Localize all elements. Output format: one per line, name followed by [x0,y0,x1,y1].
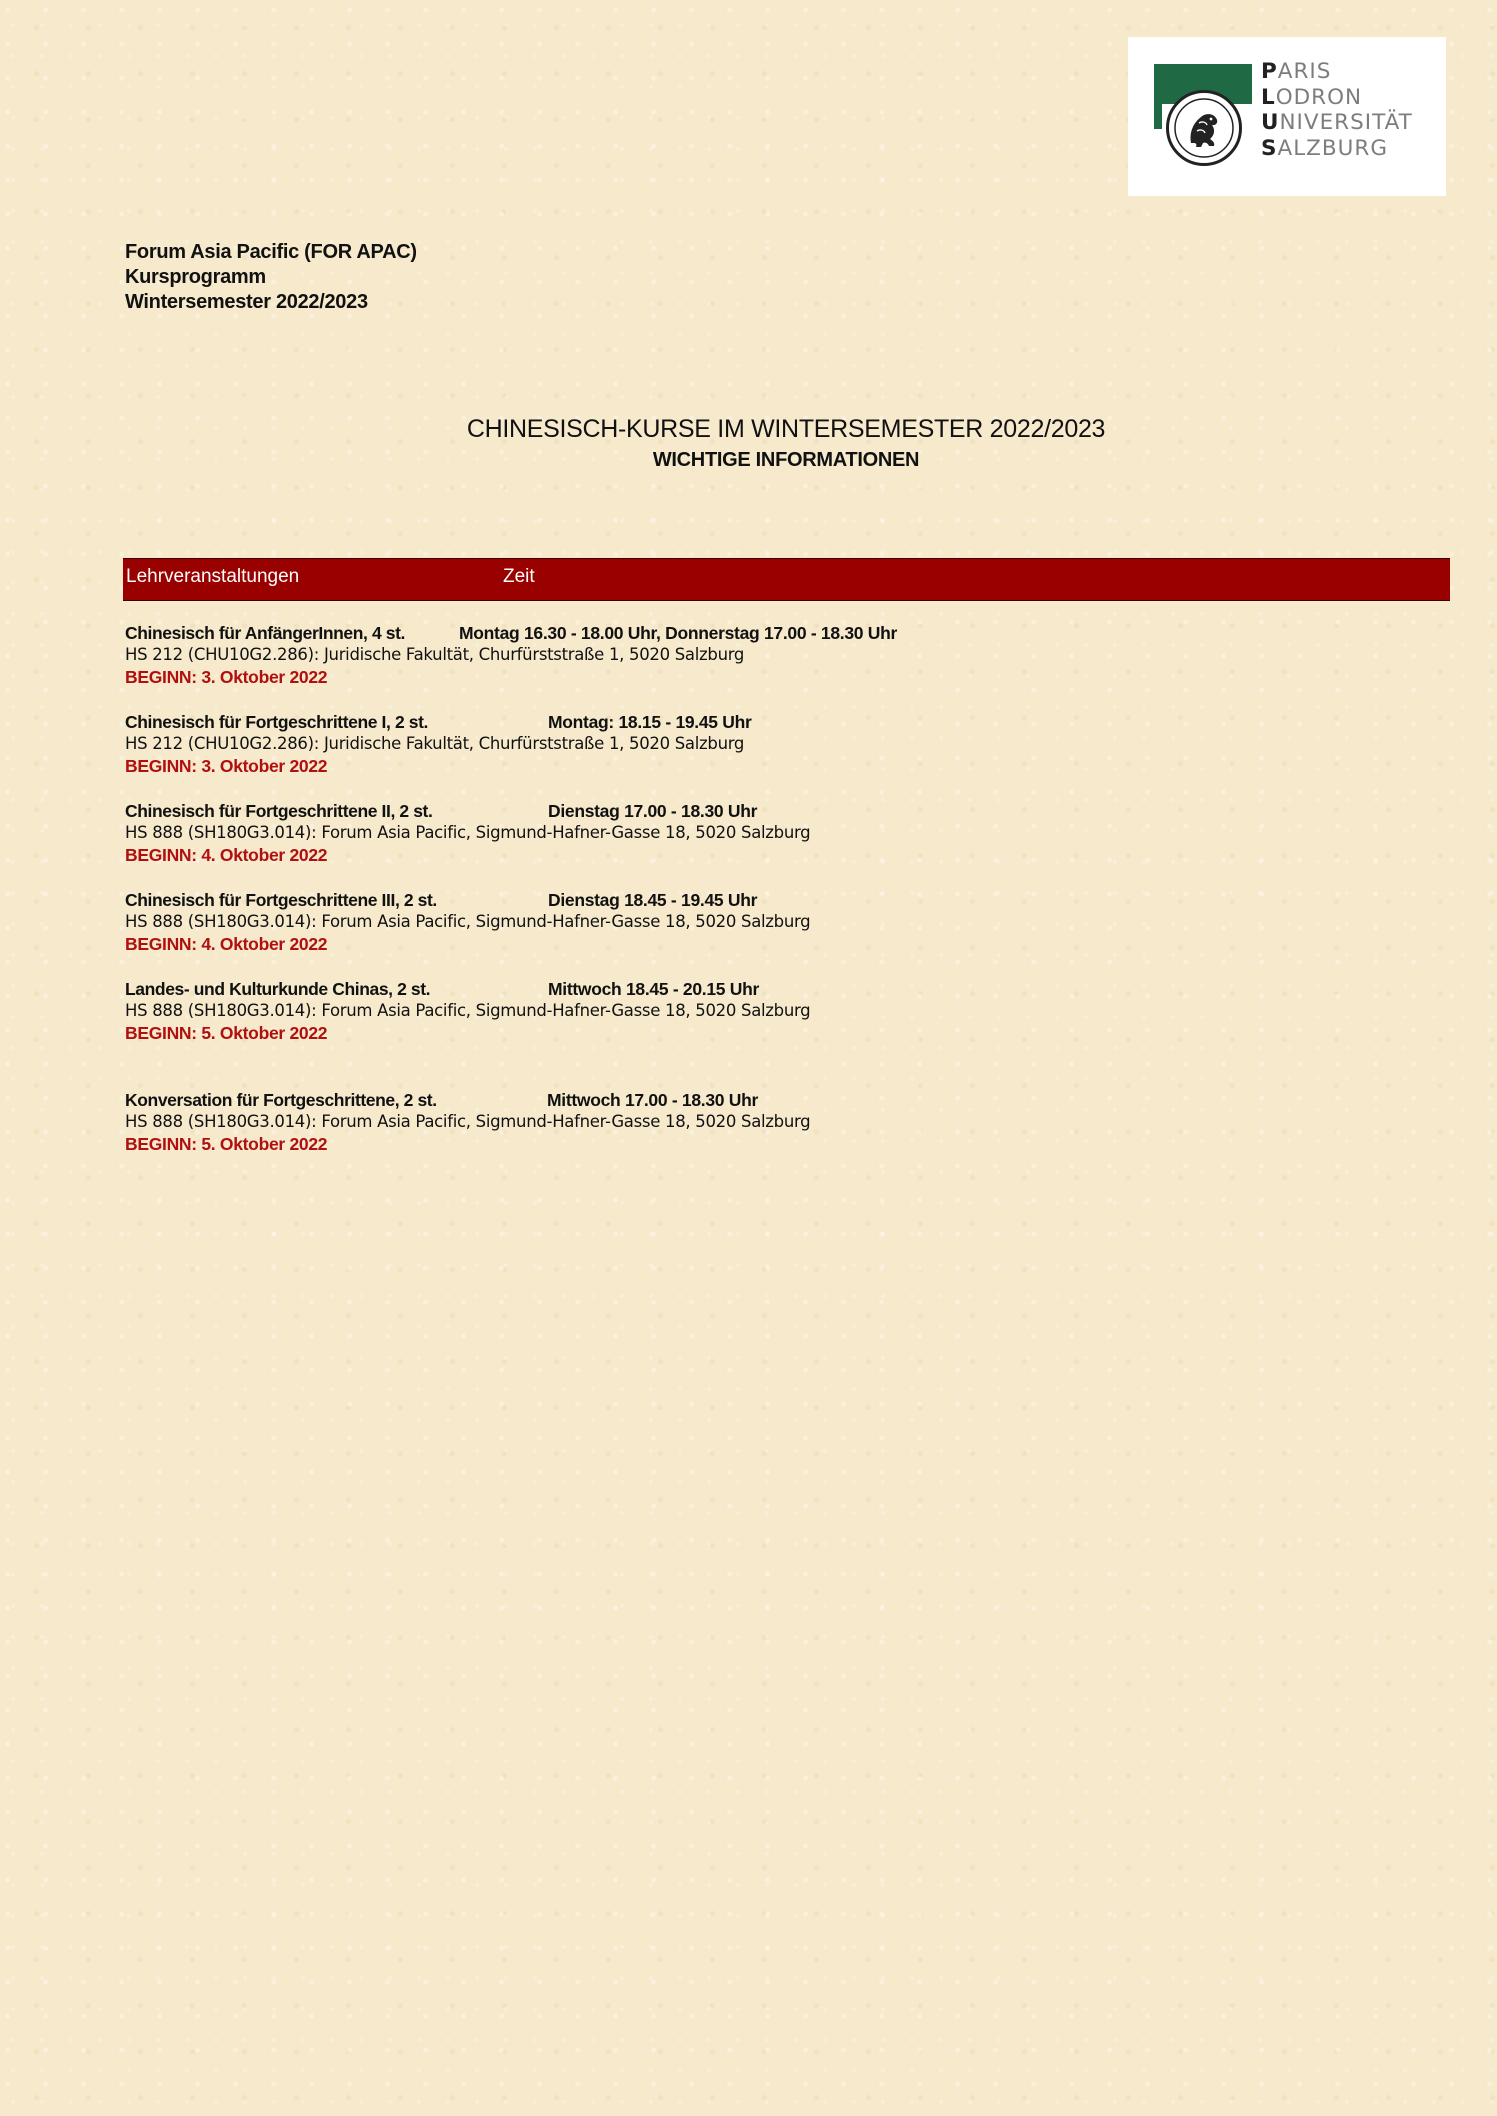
course-entry [125,1089,810,1155]
course-entry [125,711,752,777]
course-begin: BEGINN: 4. Oktober 2022 [125,845,328,865]
course-room: HS 212 (CHU10G2.286): Juridische Fakultät, Churfürststraße 1, 5020 Salzburg [125,734,745,753]
table-header [123,558,1450,601]
course-entry [125,622,897,688]
course-begin: BEGINN: 3. Oktober 2022 [125,667,328,687]
course-time: Montag: 18.15 - 19.45 Uhr [548,712,752,732]
university-logo [1128,37,1446,196]
course-room: HS 888 (SH180G3.014): Forum Asia Pacific, Sigmund-Hafner-Gasse 18, 5020 Salzburg [125,1112,811,1131]
course-time: Dienstag 18.45 - 19.45 Uhr [548,890,758,910]
institute-name: Forum Asia Pacific (FOR APAC) [125,241,417,263]
course-begin: BEGINN: 5. Oktober 2022 [125,1134,328,1154]
course-name: Landes- und Kulturkunde Chinas, 2 st. [125,979,431,999]
course-name: Chinesisch für Fortgeschrittene I, 2 st. [125,712,428,732]
page-title: CHINESISCH-KURSE IM WINTERSEMESTER 2022/2023 [466,415,1106,443]
course-time: Dienstag 17.00 - 18.30 Uhr [548,801,758,821]
lion-seal-icon [1166,90,1242,166]
course-name: Konversation für Fortgeschrittene, 2 st. [125,1090,437,1110]
column-header-courses: Lehrveranstaltungen [126,566,300,587]
course-name: Chinesisch für Fortgeschrittene II, 2 st. [125,801,433,821]
course-room: HS 888 (SH180G3.014): Forum Asia Pacific, Sigmund-Hafner-Gasse 18, 5020 Salzburg [125,1001,811,1020]
course-room: HS 212 (CHU10G2.286): Juridische Fakultät, Churfürststraße 1, 5020 Salzburg [125,645,745,664]
course-entry [125,889,810,955]
course-begin: BEGINN: 5. Oktober 2022 [125,1023,328,1043]
course-name: Chinesisch für Fortgeschrittene III, 2 st. [125,890,437,910]
column-header-time: Zeit [503,566,535,587]
course-time: Mittwoch 17.00 - 18.30 Uhr [547,1090,759,1110]
document-header [125,240,417,315]
course-time: Mittwoch 18.45 - 20.15 Uhr [548,979,760,999]
logo-wordmark: PARIS LODRON UNIVERSITÄT SALZBURG [1261,59,1413,161]
program-label: Kursprogramm [125,266,266,288]
course-room: HS 888 (SH180G3.014): Forum Asia Pacific, Sigmund-Hafner-Gasse 18, 5020 Salzburg [125,912,811,931]
semester-label: Wintersemester 2022/2023 [125,291,368,313]
course-time: Montag 16.30 - 18.00 Uhr, Donnerstag 17.00 - 18.30 Uhr [459,623,897,643]
course-name: Chinesisch für AnfängerInnen, 4 st. [125,623,405,643]
page-subtitle: WICHTIGE INFORMATIONEN [652,449,920,471]
course-begin: BEGINN: 4. Oktober 2022 [125,934,328,954]
course-entry [125,800,810,866]
course-entry [125,978,810,1044]
course-room: HS 888 (SH180G3.014): Forum Asia Pacific, Sigmund-Hafner-Gasse 18, 5020 Salzburg [125,823,811,842]
course-begin: BEGINN: 3. Oktober 2022 [125,756,328,776]
